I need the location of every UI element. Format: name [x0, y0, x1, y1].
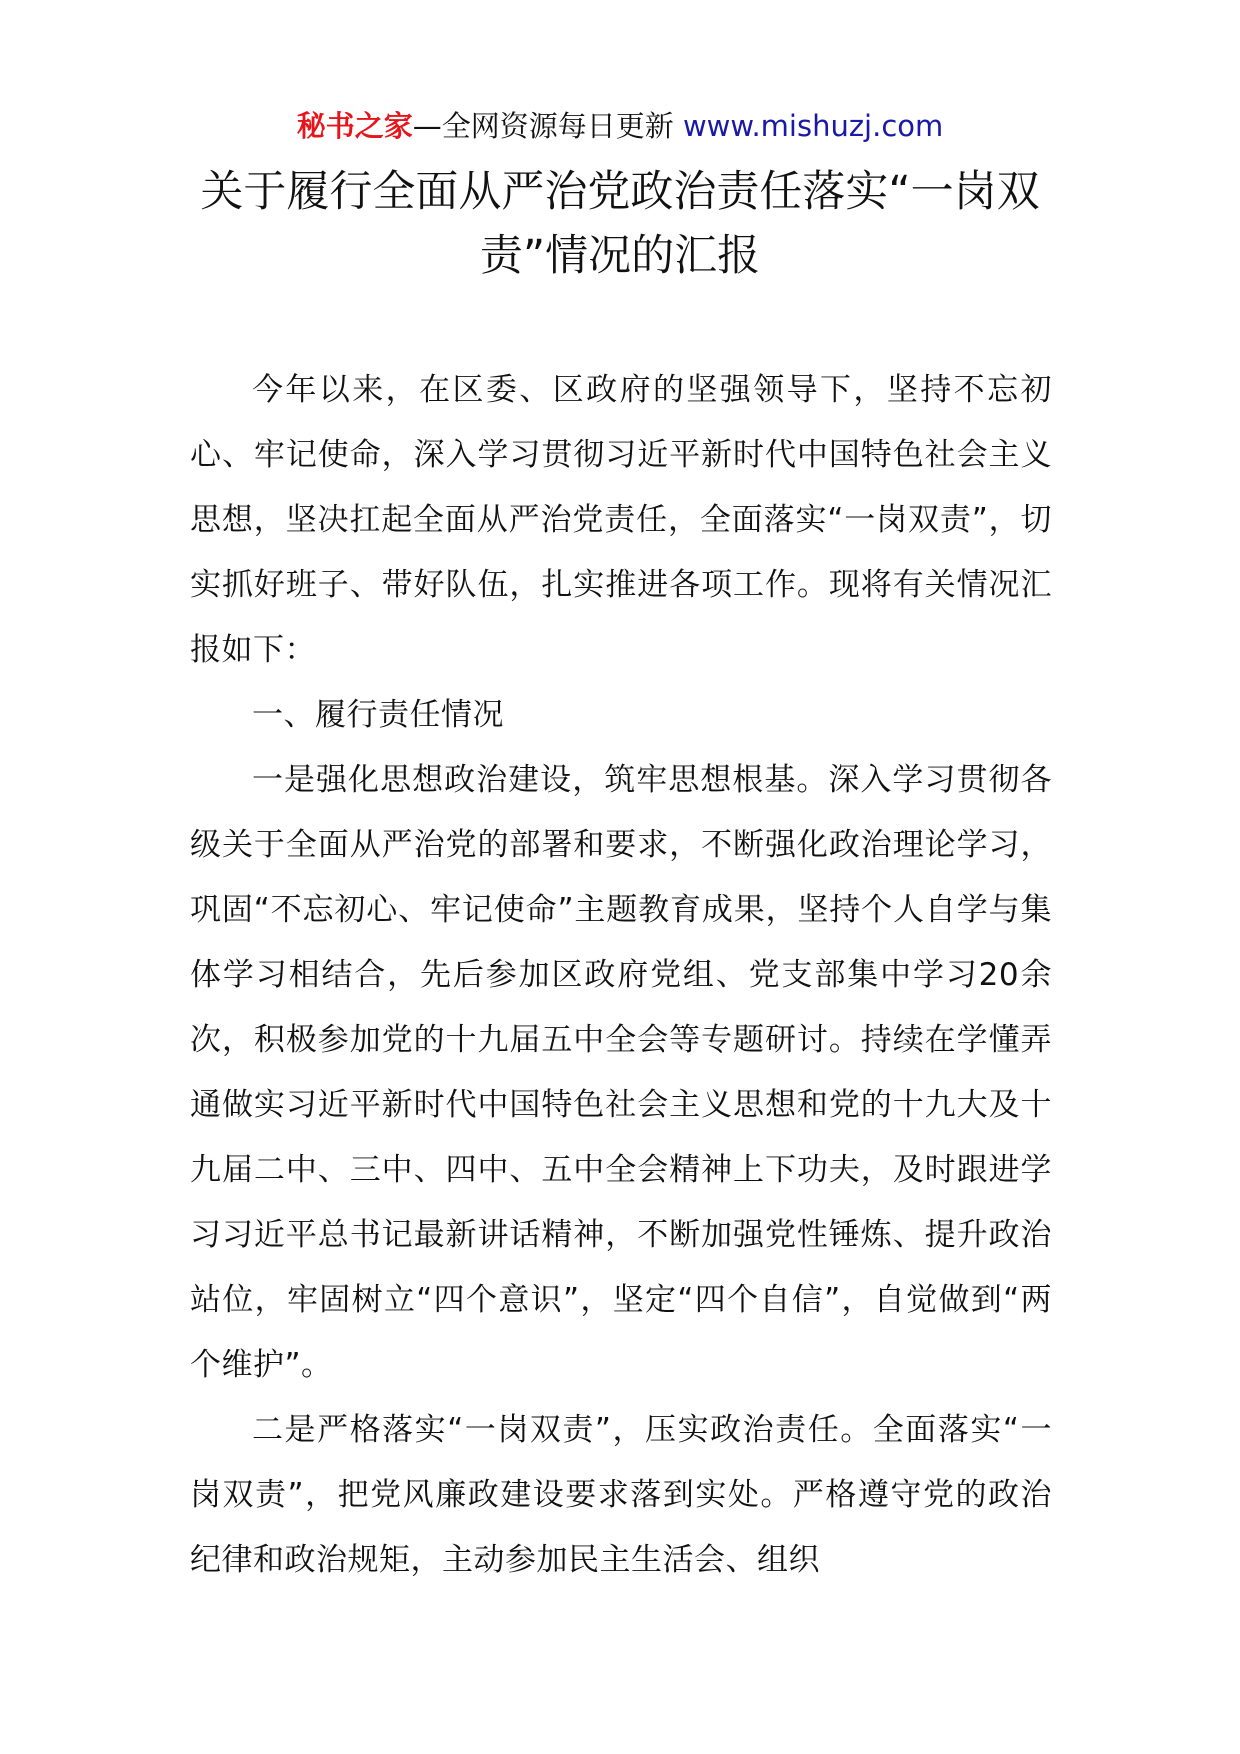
- paragraph-point-two: 二是严格落实“一岗双责”，压实政治责任。全面落实“一岗双责”，把党风廉政建设要求落到实处。严格遵守党的政治纪律和政治规矩，主动参加民主生活会、组织: [190, 1412, 1052, 1578]
- document-body: [190, 358, 1052, 1593]
- document-title: 关于履行全面从严治党政治责任落实“一岗双责”情况的汇报: [200, 167, 1040, 281]
- paragraph-intro: 今年以来，在区委、区政府的坚强领导下，坚持不忘初心、牢记使命，深入学习贯彻习近平新时代中国特色社会主义思想，坚决扛起全面从严治党责任，全面落实“一岗双责”，切实抓好班子、带好队伍，扎实推进各项工作。现将有关情况汇报如下：: [190, 372, 1052, 668]
- site-url-link[interactable]: www.mishuzj.com: [682, 109, 944, 143]
- paragraph-point-one: 一是强化思想政治建设，筑牢思想根基。深入学习贯彻各级关于全面从严治党的部署和要求，不断强化政治理论学习，巩固“不忘初心、牢记使命”主题教育成果，坚持个人自学与集体学习相结合，先后参加区政府党组、党支部集中学习20余次，积极参加党的十九届五中全会等专题研讨。持续在学懂弄通做实习近平新时代中国特色社会主义思想和党的十九大及十九届二中、三中、四中、五中全会精神上下功夫，及时跟进学习习近平总书记最新讲话精神，不断加强党性锤炼、提升政治站位，牢固树立“四个意识”，坚定“四个自信”，自觉做到“两个维护”。: [190, 762, 1052, 1383]
- brand-name: 秘书之家: [296, 109, 413, 143]
- site-header: [0, 104, 1240, 148]
- section-heading: 一、履行责任情况: [252, 697, 504, 733]
- header-slogan: —全网资源每日更新: [412, 109, 674, 143]
